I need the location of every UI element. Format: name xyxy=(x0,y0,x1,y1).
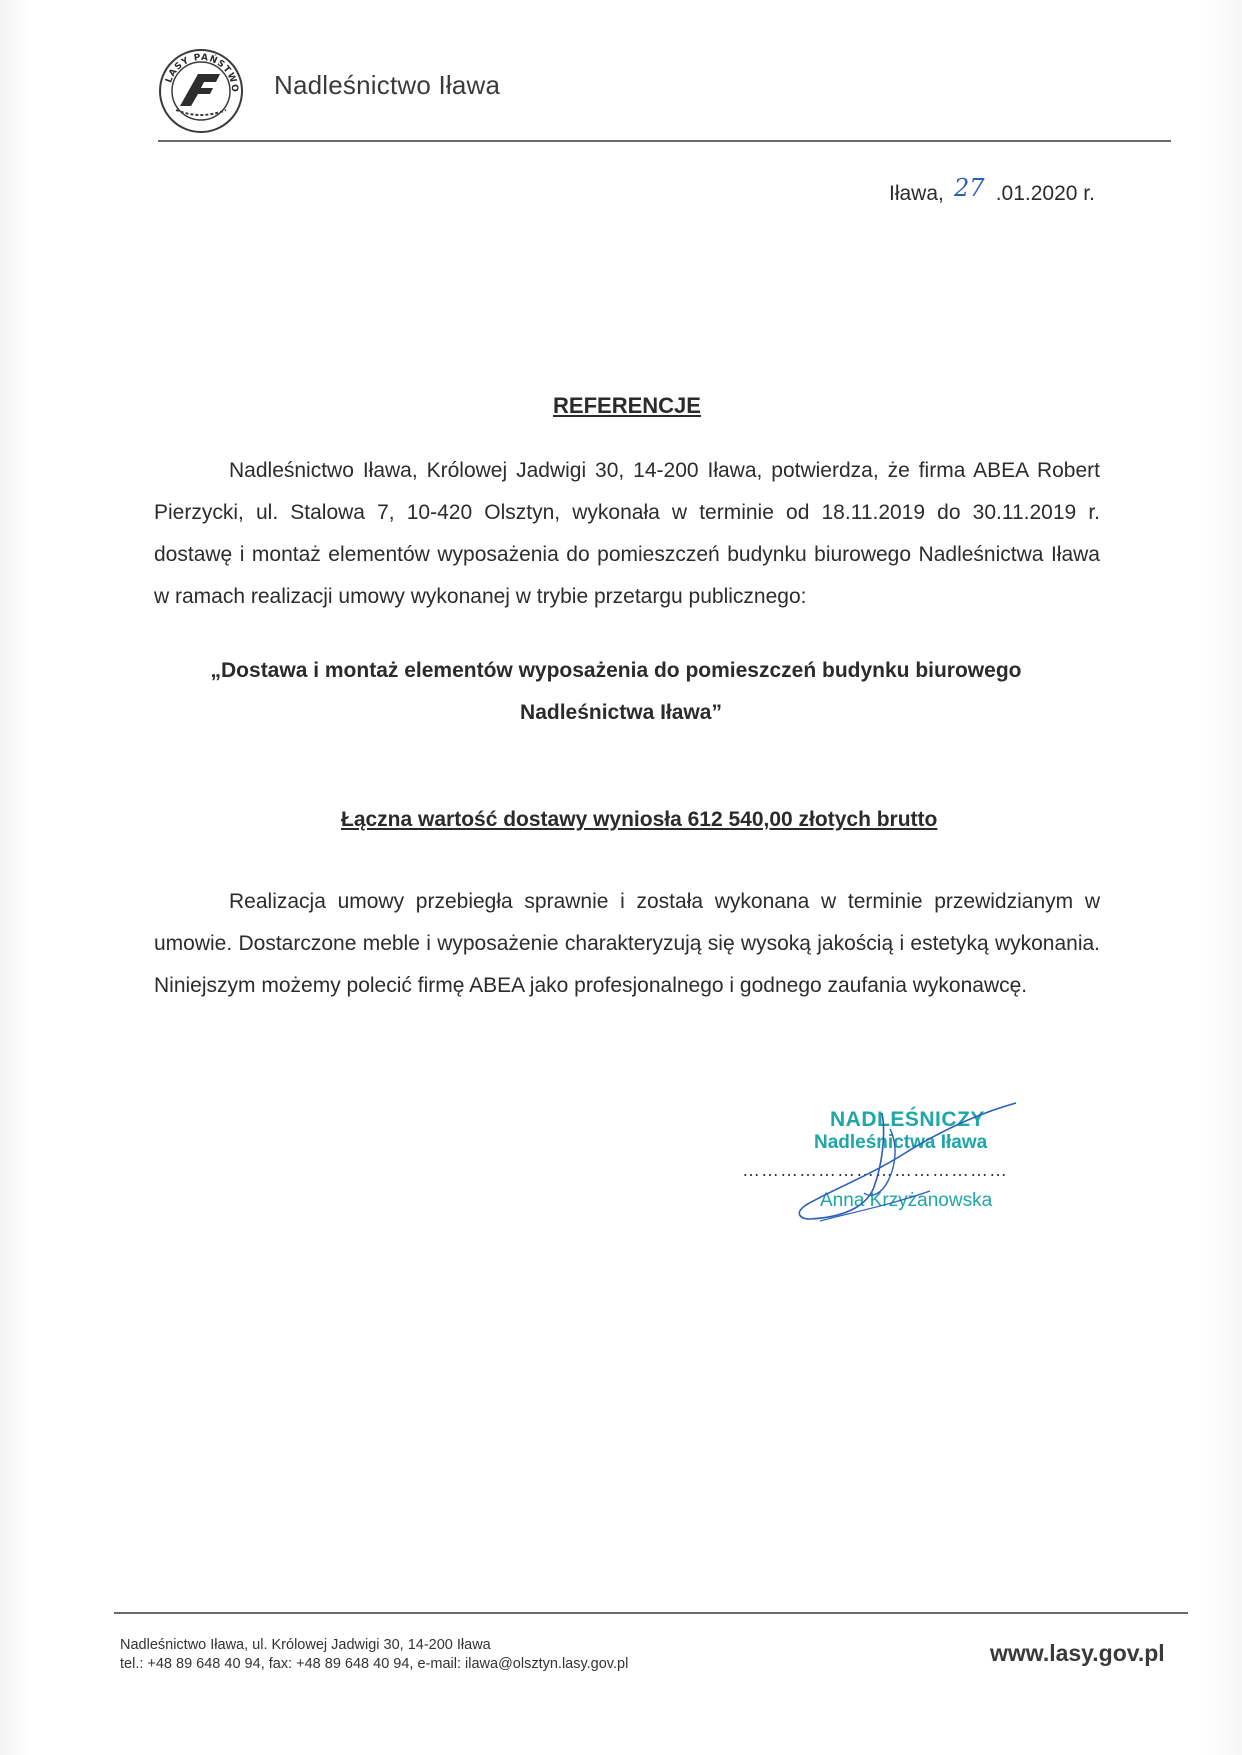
logo-text: LASY PAŃSTWO xyxy=(164,52,240,94)
document-title: REFERENCJE xyxy=(553,393,701,418)
stamp-name: Anna Krzyżanowska xyxy=(820,1190,993,1211)
reference-paragraph-1: Nadleśnictwo Iława, Królowej Jadwigi 30, 14-200 Iława, potwierdza, że firma ABEA Robert Pierzycki, ul. Stalowa 7, 10-420 Olsztyn, wykonała w terminie od 18.11.2019 do 30.11.2019 r. dostawę i montaż elementów wyposażenia do pomieszczeń budynku biurowego Nadleśnictwa Iława w ramach realizacji umowy wykonanej w trybie przetargu publicznego: xyxy=(154,459,1100,608)
contract-name xyxy=(0,650,1242,734)
handwritten-signature xyxy=(790,1095,1020,1230)
stamp-title: NADLEŚNICZY xyxy=(830,1108,985,1131)
footer-contact: tel.: +48 89 648 40 94, fax: +48 89 648 40 94, e-mail: ilawa@olsztyn.lasy.gov.pl xyxy=(120,1656,629,1672)
date-place: Iława, xyxy=(889,182,944,205)
document-date xyxy=(889,174,1095,206)
footer-divider xyxy=(114,1612,1188,1614)
handwritten-day xyxy=(950,174,996,204)
date-rest: .01.2020 r. xyxy=(995,182,1095,205)
contract-name-line-2: Nadleśnictwa Iława” xyxy=(520,701,722,724)
footer-website: www.lasy.gov.pl xyxy=(990,1640,1165,1666)
organization-name: Nadleśnictwo Iława xyxy=(274,70,501,100)
stamp-organization: Nadleśnictwa Iława xyxy=(814,1132,988,1153)
reference-paragraph-2: Realizacja umowy przebiegła sprawnie i została wykonana w terminie przewidzianym w umowie. Dostarczone meble i wyposażenie charakteryzują się wysoką jakością i estetyką wykonania. Niniejszym możemy polecić firmę ABEA jako profesjonalnego i godnego zaufania wykonawcę. xyxy=(154,890,1100,997)
contract-name-line-1: „Dostawa i montaż elementów wyposażenia do pomieszczeń budynku biurowego xyxy=(210,659,1022,682)
lasy-panstwowe-logo xyxy=(158,48,244,134)
total-value: Łączna wartość dostawy wyniosła 612 540,00 złotych brutto xyxy=(341,808,938,831)
footer-address: Nadleśnictwo Iława, ul. Królowej Jadwigi 30, 14-200 Iława xyxy=(120,1637,491,1653)
header-divider xyxy=(158,140,1171,142)
svg-text:27: 27 xyxy=(953,174,985,202)
signature-dotted-line: …………………………………… xyxy=(742,1160,1008,1180)
